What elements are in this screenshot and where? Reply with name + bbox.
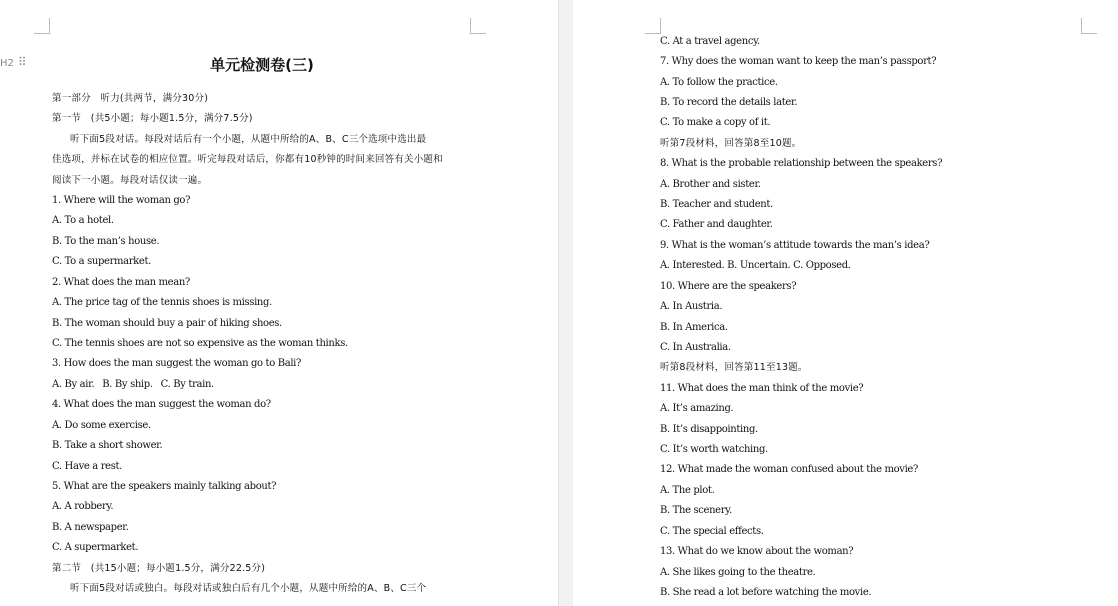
answer-option: C. It’s worth watching. — [660, 444, 768, 455]
question-text: 11. What does the man think of the movie? — [660, 383, 864, 394]
page-title: 单元检测卷(三) — [210, 56, 314, 74]
answer-option: A. The price tag of the tennis shoes is missing. — [52, 297, 272, 308]
part-heading: 第一部分 听力(共两节，满分30分) — [52, 93, 209, 104]
answer-option: B. The scenery. — [660, 505, 732, 516]
answer-option: C. The tennis shoes are not so expensive as the woman thinks. — [52, 338, 348, 349]
question-text: 2. What does the man mean? — [52, 277, 190, 288]
question-text: 5. What are the speakers mainly talking about? — [52, 481, 277, 492]
crop-mark-top-right — [470, 18, 486, 34]
document-page-right — [573, 0, 1118, 606]
document-page-left — [0, 0, 558, 606]
answer-option: B. Take a short shower. — [52, 440, 163, 451]
answer-option: A. In Austria. — [660, 301, 723, 312]
answer-option: C. In Australia. — [660, 342, 731, 353]
answer-option: C. The special effects. — [660, 526, 764, 537]
question-text: 9. What is the woman’s attitude towards the man’s idea? — [660, 240, 930, 251]
answer-option: B. To record the details later. — [660, 97, 798, 108]
answer-option: B. In America. — [660, 322, 728, 333]
drag-handle-icon[interactable]: ⠿ — [17, 55, 27, 69]
heading-level-label: H2 — [0, 58, 14, 69]
answer-option: A. A robbery. — [52, 501, 114, 512]
material-heading: 听第7段材料，回答第8至10题。 — [660, 138, 802, 149]
section-heading: 第二节 (共15小题；每小题1.5分，满分22.5分) — [52, 563, 266, 574]
answer-option: B. The woman should buy a pair of hiking shoes. — [52, 318, 282, 329]
page-gutter — [558, 0, 574, 606]
question-text: 1. Where will the woman go? — [52, 195, 191, 206]
question-text: 3. How does the man suggest the woman go to Bali? — [52, 358, 302, 369]
question-text: 10. Where are the speakers? — [660, 281, 797, 292]
section-heading: 第一节 (共5小题；每小题1.5分，满分7.5分) — [52, 113, 253, 124]
answer-option: B. Teacher and student. — [660, 199, 773, 210]
answer-option: B. It’s disappointing. — [660, 424, 758, 435]
instruction-line: 听下面5段对话或独白。每段对话或独白后有几个小题，从题中所给的A、B、C三个 — [70, 583, 427, 594]
crop-mark-top-left — [645, 18, 661, 34]
answer-option: A. To a hotel. — [52, 215, 114, 226]
answer-option: B. She read a lot before watching the movie. — [660, 587, 872, 598]
answer-option: A. Do some exercise. — [52, 420, 151, 431]
material-heading: 听第8段材料，回答第11至13题。 — [660, 362, 808, 373]
answer-option: B. By ship. — [102, 379, 153, 390]
answer-option: C. At a travel agency. — [660, 36, 760, 47]
answer-options-inline: A. Interested. B. Uncertain. C. Opposed. — [660, 260, 851, 271]
instruction-line: 阅读下一小题。每段对话仅读一遍。 — [52, 175, 208, 186]
answer-option: B. To the man’s house. — [52, 236, 160, 247]
answer-option: B. A newspaper. — [52, 522, 129, 533]
answer-option: A. The plot. — [660, 485, 715, 496]
instruction-line: 听下面5段对话。每段对话后有一个小题，从题中所给的A、B、C三个选项中选出最 — [70, 134, 427, 145]
answer-option: A. To follow the practice. — [660, 77, 778, 88]
question-text: 4. What does the man suggest the woman do? — [52, 399, 271, 410]
question-text: 8. What is the probable relationship between the speakers? — [660, 158, 943, 169]
answer-option: C. To a supermarket. — [52, 256, 151, 267]
answer-option: C. By train. — [160, 379, 214, 390]
question-text: 12. What made the woman confused about the movie? — [660, 464, 918, 475]
answer-option: C. A supermarket. — [52, 542, 139, 553]
answer-option: A. By air. — [52, 379, 95, 390]
answer-option: C. Father and daughter. — [660, 219, 773, 230]
answer-option: A. Brother and sister. — [660, 179, 761, 190]
crop-mark-top-left — [34, 18, 50, 34]
answer-option: A. It’s amazing. — [660, 403, 734, 414]
answer-options-inline — [52, 378, 214, 392]
question-text: 7. Why does the woman want to keep the man’s passport? — [660, 56, 937, 67]
question-text: 13. What do we know about the woman? — [660, 546, 854, 557]
crop-mark-top-right — [1081, 18, 1097, 34]
answer-option: A. She likes going to the theatre. — [660, 567, 816, 578]
instruction-line: 佳选项，并标在试卷的相应位置。听完每段对话后，你都有10秒钟的时间来回答有关小题和 — [52, 154, 443, 165]
answer-option: C. Have a rest. — [52, 461, 122, 472]
answer-option: C. To make a copy of it. — [660, 117, 771, 128]
